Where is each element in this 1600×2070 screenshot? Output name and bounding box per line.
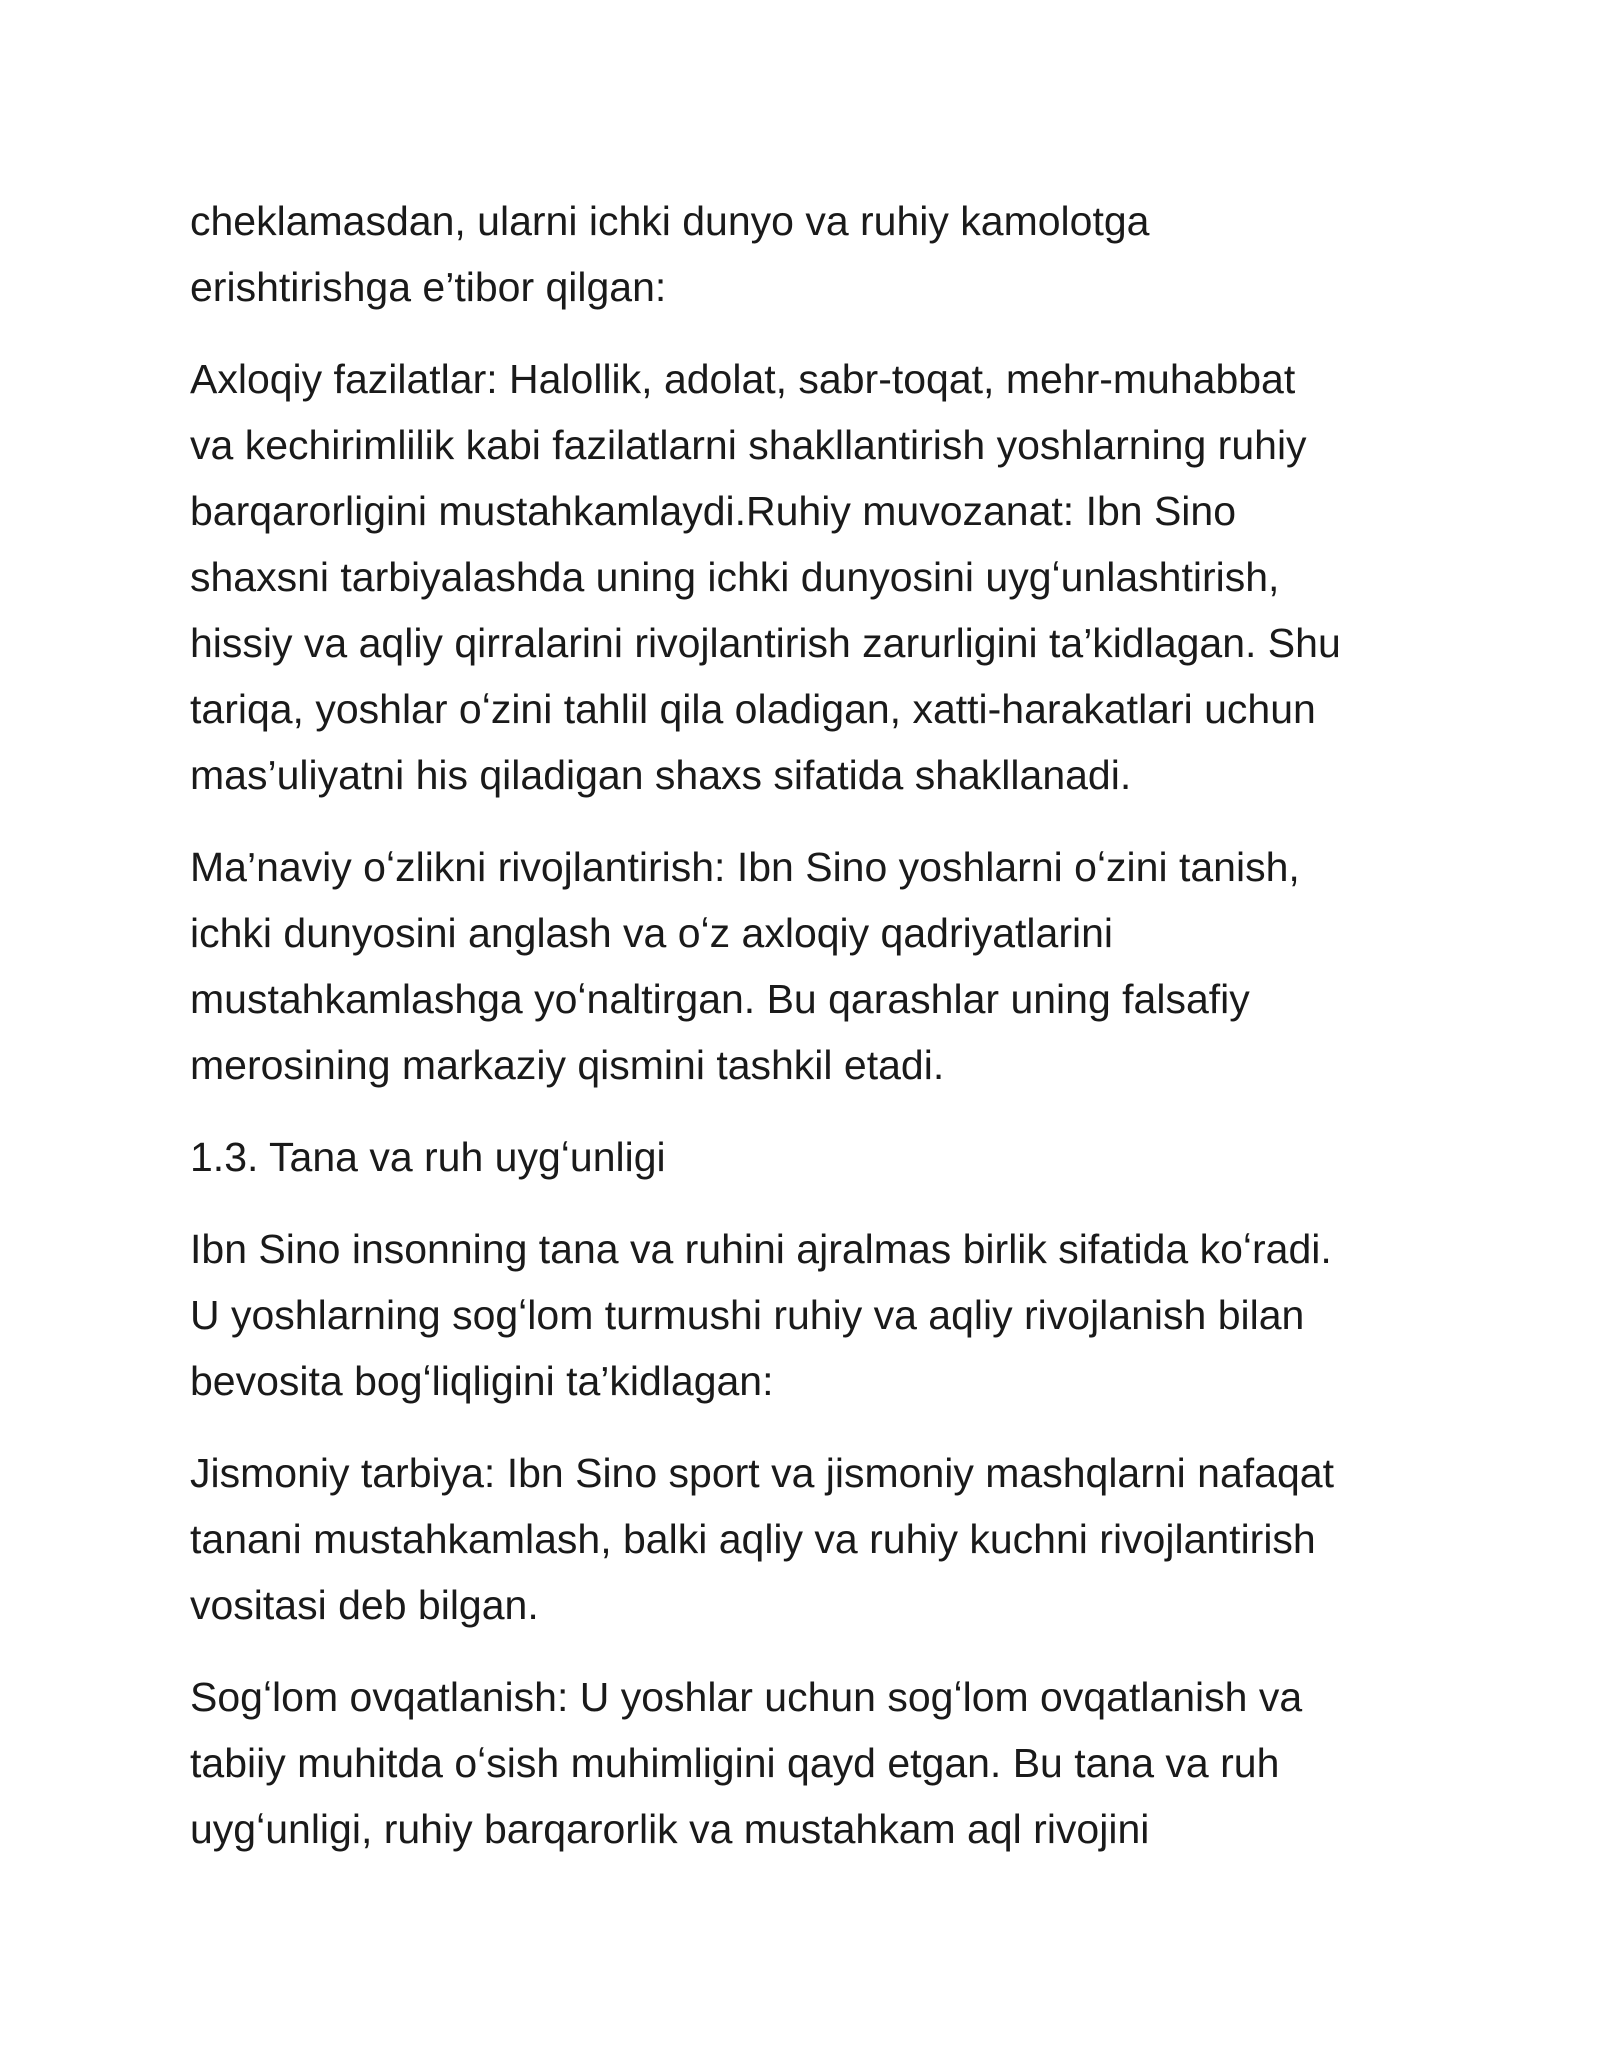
text-line: Ibn Sino insonning tana va ruhini ajralmas birlik sifatida koʻradi. — [190, 1226, 1332, 1272]
text-line: tabiiy muhitda oʻsish muhimligini qayd etgan. Bu tana va ruh — [190, 1740, 1280, 1786]
section-heading-text: 1.3. Tana va ruh uygʻunligi — [190, 1134, 666, 1180]
text-line: hissiy va aqliy qirralarini rivojlantirish zarurligini ta’kidlagan. Shu — [190, 620, 1341, 666]
paragraph-intro-continuation — [190, 188, 1420, 320]
text-line: U yoshlarning sogʻlom turmushi ruhiy va aqliy rivojlanish bilan — [190, 1292, 1305, 1338]
document-body — [190, 188, 1420, 1888]
text-line: Jismoniy tarbiya: Ibn Sino sport va jismoniy mashqlarni nafaqat — [190, 1450, 1334, 1496]
text-line: mustahkamlashga yoʻnaltirgan. Bu qarashlar uning falsafiy — [190, 976, 1250, 1022]
paragraph-physical-education — [190, 1440, 1420, 1638]
paragraph-healthy-nutrition — [190, 1664, 1420, 1862]
paragraph-spiritual-self — [190, 834, 1420, 1098]
text-line: tariqa, yoshlar oʻzini tahlil qila oladigan, xatti-harakatlari uchun — [190, 686, 1316, 732]
text-line: Axloqiy fazilatlar: Halollik, adolat, sabr-toqat, mehr-muhabbat — [190, 356, 1296, 402]
text-line: uygʻunligi, ruhiy barqarorlik va mustahkam aql rivojini — [190, 1806, 1150, 1852]
text-line: mas’uliyatni his qiladigan shaxs sifatida shakllanadi. — [190, 752, 1132, 798]
text-line: cheklamasdan, ularni ichki dunyo va ruhiy kamolotga — [190, 198, 1150, 244]
text-line: ichki dunyosini anglash va oʻz axloqiy qadriyatlarini — [190, 910, 1114, 956]
text-line: tanani mustahkamlash, balki aqliy va ruhiy kuchni rivojlantirish — [190, 1516, 1316, 1562]
text-line: merosining markaziy qismini tashkil etadi. — [190, 1042, 945, 1088]
text-line: Ma’naviy oʻzlikni rivojlantirish: Ibn Sino yoshlarni oʻzini tanish, — [190, 844, 1300, 890]
section-heading — [190, 1124, 1420, 1190]
text-line: va kechirimlilik kabi fazilatlarni shakllantirish yoshlarning ruhiy — [190, 422, 1307, 468]
paragraph-body-soul — [190, 1216, 1420, 1414]
paragraph-moral-virtues — [190, 346, 1420, 808]
text-line: vositasi deb bilgan. — [190, 1582, 539, 1628]
text-line: Sogʻlom ovqatlanish: U yoshlar uchun sogʻlom ovqatlanish va — [190, 1674, 1303, 1720]
text-line: barqarorligini mustahkamlaydi.Ruhiy muvozanat: Ibn Sino — [190, 488, 1237, 534]
text-line: bevosita bogʻliqligini ta’kidlagan: — [190, 1358, 774, 1404]
text-line: erishtirishga e’tibor qilgan: — [190, 264, 667, 310]
text-line: shaxsni tarbiyalashda uning ichki dunyosini uygʻunlashtirish, — [190, 554, 1280, 600]
